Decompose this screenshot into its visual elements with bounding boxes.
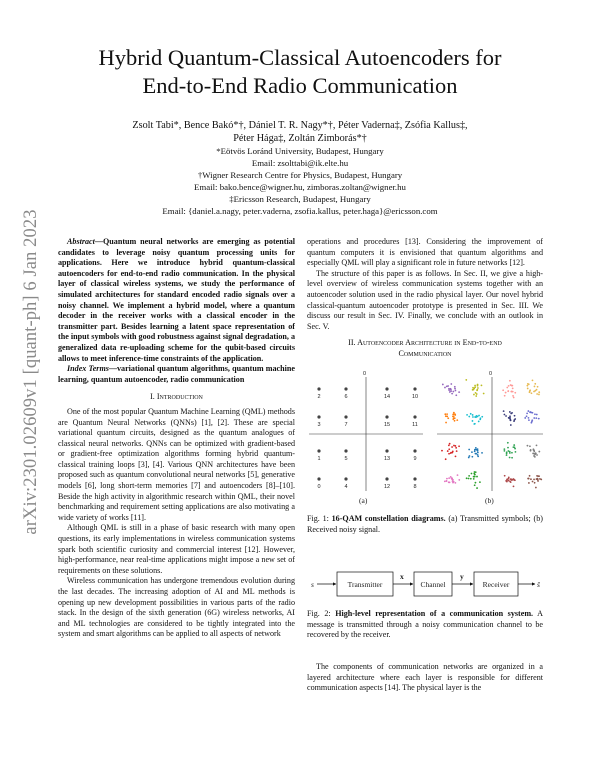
fig1b-noisy-sample bbox=[445, 422, 447, 424]
fig1b-noisy-sample bbox=[506, 479, 508, 481]
fig1b-noisy-sample bbox=[446, 478, 448, 480]
fig1a-symbol-point bbox=[317, 477, 320, 480]
fig1a-symbol-point bbox=[413, 449, 416, 452]
figure-1-caption bbox=[307, 514, 543, 535]
fig1a-symbol-label: 4 bbox=[344, 484, 348, 490]
fig1b-noisy-sample bbox=[480, 417, 482, 419]
fig1b-noisy-sample bbox=[505, 392, 507, 394]
fig1b-noisy-sample bbox=[503, 448, 505, 450]
fig1b-noisy-sample bbox=[448, 453, 450, 455]
fig1b-noisy-sample bbox=[468, 449, 470, 451]
fig1b-noisy-sample bbox=[528, 482, 530, 484]
fig1b-noisy-sample bbox=[537, 386, 539, 388]
fig1b-noisy-sample bbox=[529, 445, 531, 447]
fig1b-noisy-sample bbox=[479, 481, 481, 483]
title-line-1: Hybrid Quantum-Classical Autoencoders for bbox=[98, 45, 502, 70]
fig1b-noisy-sample bbox=[534, 383, 536, 385]
fig1b-noisy-sample bbox=[471, 451, 473, 453]
fig1b-noisy-sample bbox=[502, 389, 504, 391]
fig1b-noisy-sample bbox=[477, 452, 479, 454]
fig1b-noisy-sample bbox=[529, 475, 531, 477]
fig1b-noisy-sample bbox=[448, 448, 450, 450]
fig1a-symbol-point bbox=[385, 477, 388, 480]
figure-2-caption bbox=[307, 609, 543, 641]
fig1b-noisy-sample bbox=[513, 397, 515, 399]
fig1b-noisy-sample bbox=[529, 390, 531, 392]
fig1a-symbol-label: 2 bbox=[317, 394, 321, 400]
fig1b-noisy-sample bbox=[451, 478, 453, 480]
fig1b-noisy-sample bbox=[533, 417, 535, 419]
fig1-caption-rest: (a) Transmitted symbols; (b) Received noisy signal. bbox=[307, 514, 543, 534]
fig1b-noisy-sample bbox=[537, 480, 539, 482]
fig1b-noisy-sample bbox=[455, 390, 457, 392]
fig1b-noisy-sample bbox=[527, 410, 529, 412]
fig1b-noisy-sample bbox=[534, 454, 536, 456]
fig1b-noisy-sample bbox=[475, 453, 477, 455]
fig1b-noisy-sample bbox=[475, 471, 477, 473]
fig1b-noisy-sample bbox=[448, 477, 450, 479]
fig1b-noisy-sample bbox=[474, 385, 476, 387]
fig1b-noisy-sample bbox=[481, 384, 483, 386]
fig1b-noisy-sample bbox=[477, 387, 479, 389]
right-column-top bbox=[307, 237, 543, 360]
index-terms bbox=[58, 364, 295, 385]
fig1b-noisy-sample bbox=[454, 482, 456, 484]
fig1b-noisy-sample bbox=[538, 475, 540, 477]
fig1b-noisy-sample bbox=[468, 416, 470, 418]
fig1b-noisy-sample bbox=[455, 455, 457, 457]
fig1a-symbol-point bbox=[413, 477, 416, 480]
fig1b-noisy-sample bbox=[507, 390, 509, 392]
fig1b-noisy-sample bbox=[526, 415, 528, 417]
fig1b-noisy-sample bbox=[454, 386, 456, 388]
fig1a-symbol-label: 5 bbox=[344, 456, 348, 462]
fig1b-noisy-sample bbox=[534, 386, 536, 388]
fig1b-noisy-sample bbox=[530, 412, 532, 414]
fig1b-noisy-sample bbox=[515, 451, 517, 453]
fig1b-noisy-sample bbox=[513, 479, 515, 481]
fig1b-noisy-sample bbox=[528, 417, 530, 419]
fig1b-noisy-sample bbox=[506, 387, 508, 389]
fig1b-noisy-sample bbox=[473, 423, 475, 425]
fig1b-noisy-sample bbox=[535, 417, 537, 419]
fig1b-noisy-sample bbox=[514, 415, 516, 417]
paper-title bbox=[60, 44, 540, 100]
fig1b-noisy-sample bbox=[476, 487, 478, 489]
index-terms-text: —variational quantum algorithms, quantum machine learning, quantum autoencoder, radio communication bbox=[58, 364, 295, 384]
fig1a-symbol-point bbox=[344, 387, 347, 390]
fig1b-noisy-sample bbox=[447, 385, 449, 387]
fig1a-symbol-label: 8 bbox=[413, 484, 417, 490]
fig1b-noisy-sample bbox=[447, 417, 449, 419]
fig1b-noisy-sample bbox=[468, 478, 470, 480]
fig1a-symbol-point bbox=[413, 387, 416, 390]
fig2-caption-rest: A message is transmitted through a noisy communication channel to be recovered by the receiver. bbox=[307, 609, 544, 640]
fig1b-noisy-sample bbox=[531, 392, 533, 394]
fig1b-noisy-sample bbox=[504, 475, 506, 477]
fig1b-noisy-sample bbox=[476, 476, 478, 478]
fig1a-symbol-point bbox=[385, 387, 388, 390]
fig1b-noisy-sample bbox=[510, 424, 512, 426]
fig1a-symbol-point bbox=[385, 449, 388, 452]
fig1b-noisy-sample bbox=[458, 391, 460, 393]
affiliation-ericsson: ‡Ericsson Research, Budapest, Hungary bbox=[229, 194, 371, 204]
fig1b-noisy-sample bbox=[446, 480, 448, 482]
fig1a-symbol-point bbox=[317, 415, 320, 418]
fig1b-noisy-sample bbox=[445, 415, 447, 417]
fig1a-symbol-label: 12 bbox=[383, 484, 391, 490]
fig1b-noisy-sample bbox=[449, 443, 451, 445]
fig1a-symbol-point bbox=[344, 449, 347, 452]
fig1b-noisy-sample bbox=[444, 480, 446, 482]
fig1b-noisy-sample bbox=[506, 454, 508, 456]
fig1b-noisy-sample bbox=[455, 447, 457, 449]
fig1a-symbol-point bbox=[385, 415, 388, 418]
fig1b-noisy-sample bbox=[456, 450, 458, 452]
fig1b-noisy-sample bbox=[513, 486, 515, 488]
fig1b-noisy-sample bbox=[530, 449, 532, 451]
fig1b-noisy-sample bbox=[470, 413, 472, 415]
fig1b-noisy-sample bbox=[475, 395, 477, 397]
fig1b-noisy-sample bbox=[536, 389, 538, 391]
fig1b-noisy-sample bbox=[475, 482, 477, 484]
fig1-caption-bold: 16-QAM constellation diagrams. bbox=[331, 514, 446, 523]
figure-2 bbox=[305, 565, 545, 597]
fig1b-noisy-sample bbox=[533, 449, 535, 451]
fig1b-noisy-sample bbox=[508, 476, 510, 478]
fig1b-noisy-sample bbox=[514, 446, 516, 448]
intro-paragraph-2: Although QML is still in a phase of basic research with many open questions, its early implementations in wireless communication systems spark both scientific curiosity and commercial interest [12]. However, high-performance, near real-time applications might impose a new set of requirements on these solutions. bbox=[58, 523, 295, 575]
fig1b-noisy-sample bbox=[503, 450, 505, 452]
fig1a-symbol-label: 3 bbox=[317, 422, 321, 428]
fig2-y-label: y bbox=[460, 572, 464, 581]
fig1a-symbol-label: 10 bbox=[411, 394, 419, 400]
fig1b-noisy-sample bbox=[446, 413, 448, 415]
fig1b-noisy-sample bbox=[538, 451, 540, 453]
right-column-bottom bbox=[307, 662, 543, 694]
fig1a-symbol-label: 6 bbox=[344, 394, 348, 400]
right-paragraph-2: The structure of this paper is as follows. In Sec. II, we give a high-level overview of wireless communication systems together with an autoencoder solution used in the radio physical layer. Our novel hybrid classical-quantum autoencoder prototype is presented in Sec. III. We discuss our result in Sec. IV. Finally, we conclude with an outlook in Sec. V. bbox=[307, 268, 543, 331]
transmitter-label: Transmitter bbox=[347, 580, 383, 589]
fig1b-noisy-sample bbox=[508, 480, 510, 482]
fig1b-noisy-sample bbox=[527, 388, 529, 390]
fig1b-noisy-sample bbox=[526, 413, 528, 415]
fig1a-symbol-label: 14 bbox=[383, 394, 391, 400]
fig1b-noisy-sample bbox=[536, 444, 538, 446]
fig1b-noisy-sample bbox=[534, 482, 536, 484]
email-ericsson: Email: {daniel.a.nagy, peter.vaderna, zsofia.kallus, peter.haga}@ericsson.com bbox=[162, 206, 438, 216]
fig1b-noisy-sample bbox=[471, 473, 473, 475]
fig1b-noisy-sample bbox=[447, 450, 449, 452]
fig1b-noisy-sample bbox=[473, 394, 475, 396]
fig1b-noisy-sample bbox=[451, 446, 453, 448]
fig1b-noisy-sample bbox=[472, 416, 474, 418]
fig1b-noisy-sample bbox=[538, 394, 540, 396]
fig1b-noisy-sample bbox=[509, 451, 511, 453]
fig1b-noisy-sample bbox=[473, 476, 475, 478]
fig1b-noisy-sample bbox=[476, 389, 478, 391]
fig1a-symbol-label: 9 bbox=[413, 456, 417, 462]
email-wigner: Email: bako.bence@wigner.hu, zimboras.zoltan@wigner.hu bbox=[194, 182, 406, 192]
fig1b-noisy-sample bbox=[509, 415, 511, 417]
fig1a-symbol-point bbox=[344, 415, 347, 418]
fig1a-symbol-point bbox=[344, 477, 347, 480]
fig1b-noisy-sample bbox=[476, 393, 478, 395]
fig1b-noisy-sample bbox=[474, 386, 476, 388]
fig1b-noisy-sample bbox=[531, 419, 533, 421]
fig1a-symbol-point bbox=[413, 415, 416, 418]
fig1b-noisy-sample bbox=[444, 413, 446, 415]
fig1b-noisy-sample bbox=[535, 487, 537, 489]
fig1a-symbol-label: 15 bbox=[383, 422, 391, 428]
fig1b-noisy-sample bbox=[536, 475, 538, 477]
fig1b-noisy-sample bbox=[478, 421, 480, 423]
fig1b-noisy-sample bbox=[534, 413, 536, 415]
email-elte: Email: zsolttabi@ik.elte.hu bbox=[251, 158, 349, 168]
fig1b-noisy-sample bbox=[472, 387, 474, 389]
fig1b-noisy-sample bbox=[465, 379, 467, 381]
authors-line-1: Zsolt Tabi*, Bence Bakó*†, Dániel T. R. Nagy*†, Péter Vaderna‡, Zsófia Kallus‡, bbox=[132, 120, 468, 131]
fig1b-noisy-sample bbox=[477, 455, 479, 457]
fig1b-noisy-sample bbox=[510, 419, 512, 421]
fig1b-noisy-sample bbox=[512, 387, 514, 389]
fig1b-noisy-sample bbox=[513, 419, 515, 421]
fig1b-noisy-sample bbox=[481, 452, 483, 454]
fig2-caption-label: Fig. 2: bbox=[307, 609, 331, 618]
fig1b-noisy-sample bbox=[448, 445, 450, 447]
fig1b-noisy-sample bbox=[453, 481, 455, 483]
fig1b-noisy-sample bbox=[506, 481, 508, 483]
abstract bbox=[58, 237, 295, 364]
fig1b-noisy-sample bbox=[474, 474, 476, 476]
fig1b-noisy-sample bbox=[511, 457, 513, 459]
fig1b-noisy-sample bbox=[472, 414, 474, 416]
fig1b-noisy-sample bbox=[504, 414, 506, 416]
fig1b-noisy-sample bbox=[466, 477, 468, 479]
fig1b-noisy-sample bbox=[506, 453, 508, 455]
fig1b-noisy-sample bbox=[511, 385, 513, 387]
index-terms-label: Index Terms bbox=[67, 364, 109, 374]
right-paragraph-1: operations and procedures [13]. Considering the improvement of quantum computers it is envisioned that quantum algorithms and especially QML will play a significant role in future networks [12]. bbox=[307, 237, 543, 268]
fig1a-symbol-point bbox=[317, 387, 320, 390]
fig1b-noisy-sample bbox=[532, 481, 534, 483]
fig1b-noisy-sample bbox=[507, 442, 509, 444]
fig1b-noisy-sample bbox=[477, 384, 479, 386]
fig1b-noisy-sample bbox=[532, 379, 534, 381]
fig2-x-label: x bbox=[400, 572, 404, 581]
intro-paragraph-3: Wireless communication has undergone tremendous evolution during the last decades. The increasing adoption of AI and ML methods is opening up new development possibilities in various parts of the radio stack. In the design of the sixth generation (6G) wireless networks, AI and ML technologies are considered to be tightly integrated into the system and smart algorithms can be applied to all aspects of network bbox=[58, 576, 295, 639]
fig1b-noisy-sample bbox=[538, 391, 540, 393]
fig1a-symbol-label: 1 bbox=[317, 456, 321, 462]
fig1b-noisy-sample bbox=[452, 416, 454, 418]
fig1b-noisy-sample bbox=[536, 478, 538, 480]
affiliation-wigner: †Wigner Research Centre for Physics, Budapest, Hungary bbox=[197, 170, 403, 180]
fig1b-noisy-sample bbox=[483, 393, 485, 395]
fig1a-symbol-label: 13 bbox=[383, 456, 391, 462]
fig1b-noisy-sample bbox=[528, 419, 530, 421]
section-2-title-line-2: Communication bbox=[398, 348, 452, 358]
fig1b-noisy-sample bbox=[451, 393, 453, 395]
fig1b-noisy-sample bbox=[453, 445, 455, 447]
fig1b-noisy-sample bbox=[509, 380, 511, 382]
fig1a-symbol-point bbox=[317, 449, 320, 452]
fig1b-noisy-sample bbox=[538, 418, 540, 420]
fig1b-noisy-sample bbox=[444, 387, 446, 389]
fig1b-noisy-sample bbox=[453, 412, 455, 414]
section-2-title-line-1: II. Autoencoder Architecture in End-to-end bbox=[348, 338, 502, 348]
channel-label: Channel bbox=[420, 580, 446, 589]
fig1b-noisy-sample bbox=[442, 384, 444, 386]
fig1b-noisy-sample bbox=[524, 417, 526, 419]
authors-line-2: Péter Hága‡, Zoltán Zimborás*† bbox=[233, 133, 367, 144]
fig1b-noisy-sample bbox=[533, 479, 535, 481]
fig2-input-symbol: s bbox=[311, 580, 314, 589]
fig1b-noisy-sample bbox=[509, 411, 511, 413]
fig1b-noisy-sample bbox=[452, 414, 454, 416]
fig1b-noisy-sample bbox=[509, 417, 511, 419]
fig1b-noisy-sample bbox=[505, 415, 507, 417]
fig1b-noisy-sample bbox=[441, 450, 443, 452]
fig1b-noisy-sample bbox=[468, 475, 470, 477]
fig1b-noisy-sample bbox=[475, 449, 477, 451]
fig1-caption-label: Fig. 1: bbox=[307, 514, 329, 523]
fig1b-noisy-sample bbox=[513, 444, 515, 446]
fig1b-noisy-sample bbox=[503, 410, 505, 412]
abstract-text: —Quantum neural networks are emerging as potential candidates to leverage noisy quantum processing units for applications. Here we introduce hybrid quantum-classical autoencoders for end-to-end radio communication. In the physical layer of classical wireless systems, we study the performance of simulated architectures for standard encoded radio signals over a noisy channel. We implement a hybrid model, where a quantum decoder in the receiver works with a classical encoder in the transmitter part. Besides learning a latent space representation of the input symbols with good robustness against signal degradation, a generalized data re-uploading scheme for the qubit-based circuits allows to meet inference-time constraints of the application. bbox=[58, 237, 295, 363]
fig1b-noisy-sample bbox=[514, 392, 516, 394]
fig1b-noisy-sample bbox=[456, 419, 458, 421]
fig1b-noisy-sample bbox=[481, 416, 483, 418]
fig1-subfigure-a-label: (a) bbox=[359, 496, 368, 505]
fig1b-noisy-sample bbox=[454, 388, 456, 390]
fig1b-noisy-sample bbox=[450, 452, 452, 454]
fig1b-noisy-sample bbox=[457, 474, 459, 476]
fig1b-noisy-sample bbox=[478, 415, 480, 417]
section-1-title: I. Introduction bbox=[150, 392, 203, 402]
title-line-2: End-to-End Radio Communication bbox=[142, 73, 458, 98]
fig1a-symbol-label: 11 bbox=[412, 422, 418, 428]
fig1b-noisy-sample bbox=[450, 383, 452, 385]
affiliation-elte: *Eötvös Loránd University, Budapest, Hungary bbox=[216, 146, 384, 156]
fig1b-noisy-sample bbox=[475, 416, 477, 418]
fig1b-noisy-sample bbox=[510, 384, 512, 386]
fig1b-noisy-sample bbox=[473, 389, 475, 391]
fig1b-noisy-sample bbox=[512, 395, 514, 397]
fig1b-noisy-sample bbox=[528, 478, 530, 480]
fig1b-noisy-sample bbox=[540, 479, 542, 481]
fig1b-noisy-sample bbox=[526, 385, 528, 387]
fig1b-noisy-sample bbox=[511, 452, 513, 454]
fig1b-noisy-sample bbox=[510, 481, 512, 483]
fig1a-axis-marker: 0 bbox=[363, 371, 367, 377]
constellation-transmitted bbox=[309, 371, 423, 491]
fig1b-noisy-sample bbox=[504, 395, 506, 397]
fig1b-noisy-sample bbox=[449, 481, 451, 483]
fig1b-noisy-sample bbox=[533, 455, 535, 457]
fig1b-noisy-sample bbox=[511, 391, 513, 393]
intro-paragraph-1: One of the most popular Quantum Machine Learning (QML) methods are Quantum Neural Networks (QNNs) [1], [2]. These are special variational quantum circuits, designed as the quantum analogues of classical neural networks. QNNs can be optimized with gradient-based or gradient-free optimization algorithms forming hybrid quantum-classical training loops [3], [4]. Various QNN architectures have been proposed such as quantum convolutional neural networks [5], generative models [6], long short-term memories [7] and autoencoders [8]–[10]. Beside the high activity in algorithmic research within QML, their novel benchmarking and requirement setting applications are also motivating a wide variety of works [11]. bbox=[58, 406, 295, 522]
fig1b-noisy-sample bbox=[452, 450, 454, 452]
fig1b-noisy-sample bbox=[536, 414, 538, 416]
fig1b-noisy-sample bbox=[455, 394, 457, 396]
right-paragraph-3: The components of communication networks are organized in a layered architecture where each layer is responsible for different communication aspects [14]. The physical layer is the bbox=[307, 662, 543, 693]
fig1a-symbol-label: 0 bbox=[317, 484, 321, 490]
fig1b-noisy-sample bbox=[458, 479, 460, 481]
fig1b-noisy-sample bbox=[472, 420, 474, 422]
fig1b-noisy-sample bbox=[454, 420, 456, 422]
fig1a-symbol-label: 7 bbox=[344, 422, 348, 428]
fig1b-noisy-sample bbox=[508, 385, 510, 387]
fig1b-noisy-sample bbox=[475, 447, 477, 449]
fig2-caption-bold: High-level representation of a communication system. bbox=[335, 609, 534, 618]
fig1b-noisy-sample bbox=[507, 447, 509, 449]
constellation-received bbox=[437, 371, 543, 491]
fig1b-noisy-sample bbox=[536, 454, 538, 456]
fig1b-noisy-sample bbox=[530, 478, 532, 480]
fig1b-noisy-sample bbox=[471, 456, 473, 458]
fig1b-noisy-sample bbox=[454, 417, 456, 419]
section-2-title bbox=[307, 338, 543, 359]
fig1b-noisy-sample bbox=[532, 453, 534, 455]
receiver-label: Receiver bbox=[482, 580, 510, 589]
fig1b-noisy-sample bbox=[466, 414, 468, 416]
fig1-subfigure-b-label: (b) bbox=[485, 496, 494, 505]
left-column bbox=[58, 237, 295, 640]
fig1b-noisy-sample bbox=[536, 393, 538, 395]
fig1b-noisy-sample bbox=[458, 445, 460, 447]
fig1b-noisy-sample bbox=[469, 455, 471, 457]
fig2-output-symbol: ŝ bbox=[537, 580, 540, 589]
abstract-label: Abstract bbox=[67, 237, 95, 246]
fig1b-noisy-sample bbox=[452, 391, 454, 393]
fig1b-axis-marker: 0 bbox=[489, 371, 493, 377]
fig1b-noisy-sample bbox=[511, 412, 513, 414]
fig1b-noisy-sample bbox=[474, 450, 476, 452]
fig1b-noisy-sample bbox=[454, 413, 456, 415]
fig1b-noisy-sample bbox=[448, 389, 450, 391]
arxiv-stamp: arXiv:2301.02609v1 [quant-ph] 6 Jan 2023 bbox=[21, 209, 41, 535]
fig1b-noisy-sample bbox=[509, 457, 511, 459]
fig1b-noisy-sample bbox=[528, 383, 530, 385]
fig1b-noisy-sample bbox=[445, 458, 447, 460]
fig1b-noisy-sample bbox=[473, 478, 475, 480]
fig1b-noisy-sample bbox=[527, 445, 529, 447]
fig1b-noisy-sample bbox=[450, 390, 452, 392]
fig1b-noisy-sample bbox=[470, 478, 472, 480]
fig1b-noisy-sample bbox=[474, 484, 476, 486]
figure-1 bbox=[305, 367, 545, 507]
